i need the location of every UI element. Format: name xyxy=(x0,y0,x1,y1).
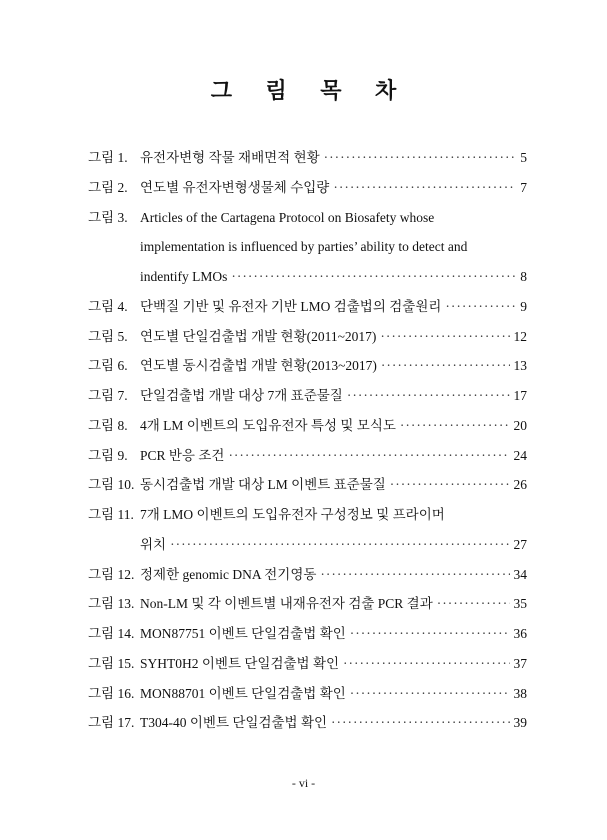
toc-entry[interactable] xyxy=(88,203,527,292)
toc-entry-line xyxy=(88,262,527,292)
dot-leader xyxy=(380,322,509,352)
toc-entry[interactable] xyxy=(88,500,527,560)
dot-leader xyxy=(445,292,516,322)
toc-entry-line xyxy=(88,411,527,441)
figure-label: 그림 16. xyxy=(88,685,135,701)
toc-entry[interactable] xyxy=(88,173,527,203)
toc-entry[interactable] xyxy=(88,411,527,441)
figure-label: 그림 9. xyxy=(88,447,128,463)
page-number: - vi - xyxy=(291,776,316,790)
toc-entry[interactable] xyxy=(88,441,527,471)
toc-entry-line xyxy=(88,619,527,649)
figure-title: 동시검출법 개발 대상 LM 이벤트 표준물질 xyxy=(140,477,386,493)
figure-label: 그림 15. xyxy=(88,655,135,671)
toc-entry[interactable] xyxy=(88,589,527,619)
figure-title: 정제한 genomic DNA 전기영동 xyxy=(140,566,317,582)
figure-title: PCR 반응 조건 xyxy=(140,447,225,463)
toc-entry[interactable] xyxy=(88,619,527,649)
page-number-ref[interactable]: 5 xyxy=(520,150,527,165)
figure-label: 그림 14. xyxy=(88,626,135,641)
figure-title: 단일검출법 개발 대상 7개 표준물질 xyxy=(140,388,343,403)
toc-entry-line xyxy=(88,351,527,381)
page-number-ref[interactable]: 12 xyxy=(513,328,527,344)
figure-label: 그림 1. xyxy=(88,150,128,165)
toc-entry-line xyxy=(88,441,527,471)
dot-leader xyxy=(350,619,510,649)
figure-title: MON87751 이벤트 단일검출법 확인 xyxy=(140,626,346,641)
figure-title: 연도별 유전자변형생물체 수입량 xyxy=(140,179,330,195)
dot-leader xyxy=(331,708,509,738)
toc-entry-line xyxy=(88,560,527,590)
toc-entry[interactable] xyxy=(88,470,527,500)
toc-entry[interactable] xyxy=(88,143,527,173)
dot-leader xyxy=(347,381,510,411)
figure-label: 그림 13. xyxy=(88,596,135,612)
toc-entry[interactable] xyxy=(88,292,527,322)
figure-title: 연도별 단일검출법 개발 현황(2011~2017) xyxy=(140,328,377,344)
figure-title: 연도별 동시검출법 개발 현황(2013~2017) xyxy=(140,358,377,374)
toc-entry[interactable] xyxy=(88,560,527,590)
dot-leader xyxy=(333,173,516,203)
toc-entry-line xyxy=(88,679,527,709)
dot-leader xyxy=(228,441,509,471)
toc-entry[interactable] xyxy=(88,679,527,709)
figure-title: 4개 LM 이벤트의 도입유전자 특성 및 모식도 xyxy=(140,417,396,433)
figure-title: MON88701 이벤트 단일검출법 확인 xyxy=(140,685,346,701)
figure-title: Articles of the Cartagena Protocol on Biosafety whose xyxy=(140,209,435,225)
page-number-ref[interactable]: 36 xyxy=(513,626,527,641)
page-number-ref[interactable]: 37 xyxy=(513,655,527,671)
figure-label: 그림 8. xyxy=(88,417,128,433)
figure-list xyxy=(88,143,527,738)
figure-title: 단백질 기반 및 유전자 기반 LMO 검출법의 검출원리 xyxy=(140,298,442,314)
toc-entry-line xyxy=(88,708,527,738)
toc-entry[interactable] xyxy=(88,351,527,381)
page-number-ref[interactable]: 17 xyxy=(513,388,527,403)
figure-title: 위치 xyxy=(140,536,167,552)
toc-entry-line xyxy=(88,292,527,322)
dot-leader xyxy=(437,589,510,619)
toc-entry-line xyxy=(88,232,527,262)
page-number-ref[interactable]: 9 xyxy=(520,298,527,314)
page-number-ref[interactable]: 34 xyxy=(513,566,527,582)
toc-entry[interactable] xyxy=(88,322,527,352)
page-number-ref[interactable]: 20 xyxy=(513,417,527,433)
toc-entry-line xyxy=(88,470,527,500)
toc-entry-line xyxy=(88,203,527,233)
figure-title: Non-LM 및 각 이벤트별 내재유전자 검출 PCR 결과 xyxy=(140,596,433,612)
dot-leader xyxy=(350,679,510,709)
page-title: 그 림 목 차 xyxy=(210,78,411,103)
figure-title: 7개 LMO 이벤트의 도입유전자 구성정보 및 프라이머 xyxy=(140,507,445,522)
page-number-ref[interactable]: 27 xyxy=(513,536,527,552)
toc-entry-line xyxy=(88,143,527,173)
page-number-ref[interactable]: 13 xyxy=(513,358,527,374)
dot-leader xyxy=(381,351,510,381)
dot-leader xyxy=(400,411,510,441)
figure-label: 그림 4. xyxy=(88,298,128,314)
figure-title: implementation is influenced by parties’ ability to detect and xyxy=(140,239,468,255)
dot-leader xyxy=(324,143,517,173)
figure-label: 그림 5. xyxy=(88,328,128,344)
figure-label: 그림 6. xyxy=(88,358,128,374)
figure-title: 유전자변형 작물 재배면적 현황 xyxy=(140,150,320,165)
toc-entry-line xyxy=(88,500,527,530)
figure-label: 그림 12. xyxy=(88,566,135,582)
toc-entry-line xyxy=(88,589,527,619)
toc-entry[interactable] xyxy=(88,381,527,411)
figure-label: 그림 10. xyxy=(88,477,135,493)
page-number-ref[interactable]: 24 xyxy=(513,447,527,463)
toc-entry-line xyxy=(88,649,527,679)
toc-entry-line xyxy=(88,381,527,411)
figure-label: 그림 3. xyxy=(88,209,128,225)
dot-leader xyxy=(231,262,516,292)
toc-entry-line xyxy=(88,322,527,352)
figure-label: 그림 2. xyxy=(88,179,128,195)
toc-entry-line xyxy=(88,173,527,203)
figure-title: indentify LMOs xyxy=(140,269,228,284)
toc-entry-line xyxy=(88,530,527,560)
dot-leader xyxy=(170,530,509,560)
page-number-ref[interactable]: 39 xyxy=(513,715,527,731)
page-number-ref[interactable]: 7 xyxy=(520,179,527,195)
figure-title: SYHT0H2 이벤트 단일검출법 확인 xyxy=(140,655,340,671)
page-number-ref[interactable]: 35 xyxy=(513,596,527,612)
toc-entry[interactable] xyxy=(88,708,527,738)
figure-label: 그림 11. xyxy=(88,507,134,522)
dot-leader xyxy=(390,470,510,500)
page-number-ref[interactable]: 8 xyxy=(520,269,527,284)
toc-entry[interactable] xyxy=(88,649,527,679)
page-number-ref[interactable]: 26 xyxy=(513,477,527,493)
figure-label: 그림 17. xyxy=(88,715,135,731)
dot-leader xyxy=(343,649,509,679)
figure-title: T304-40 이벤트 단일검출법 확인 xyxy=(140,715,328,731)
dot-leader xyxy=(320,560,509,590)
page-number-ref[interactable]: 38 xyxy=(513,685,527,701)
figure-label: 그림 7. xyxy=(88,388,128,403)
